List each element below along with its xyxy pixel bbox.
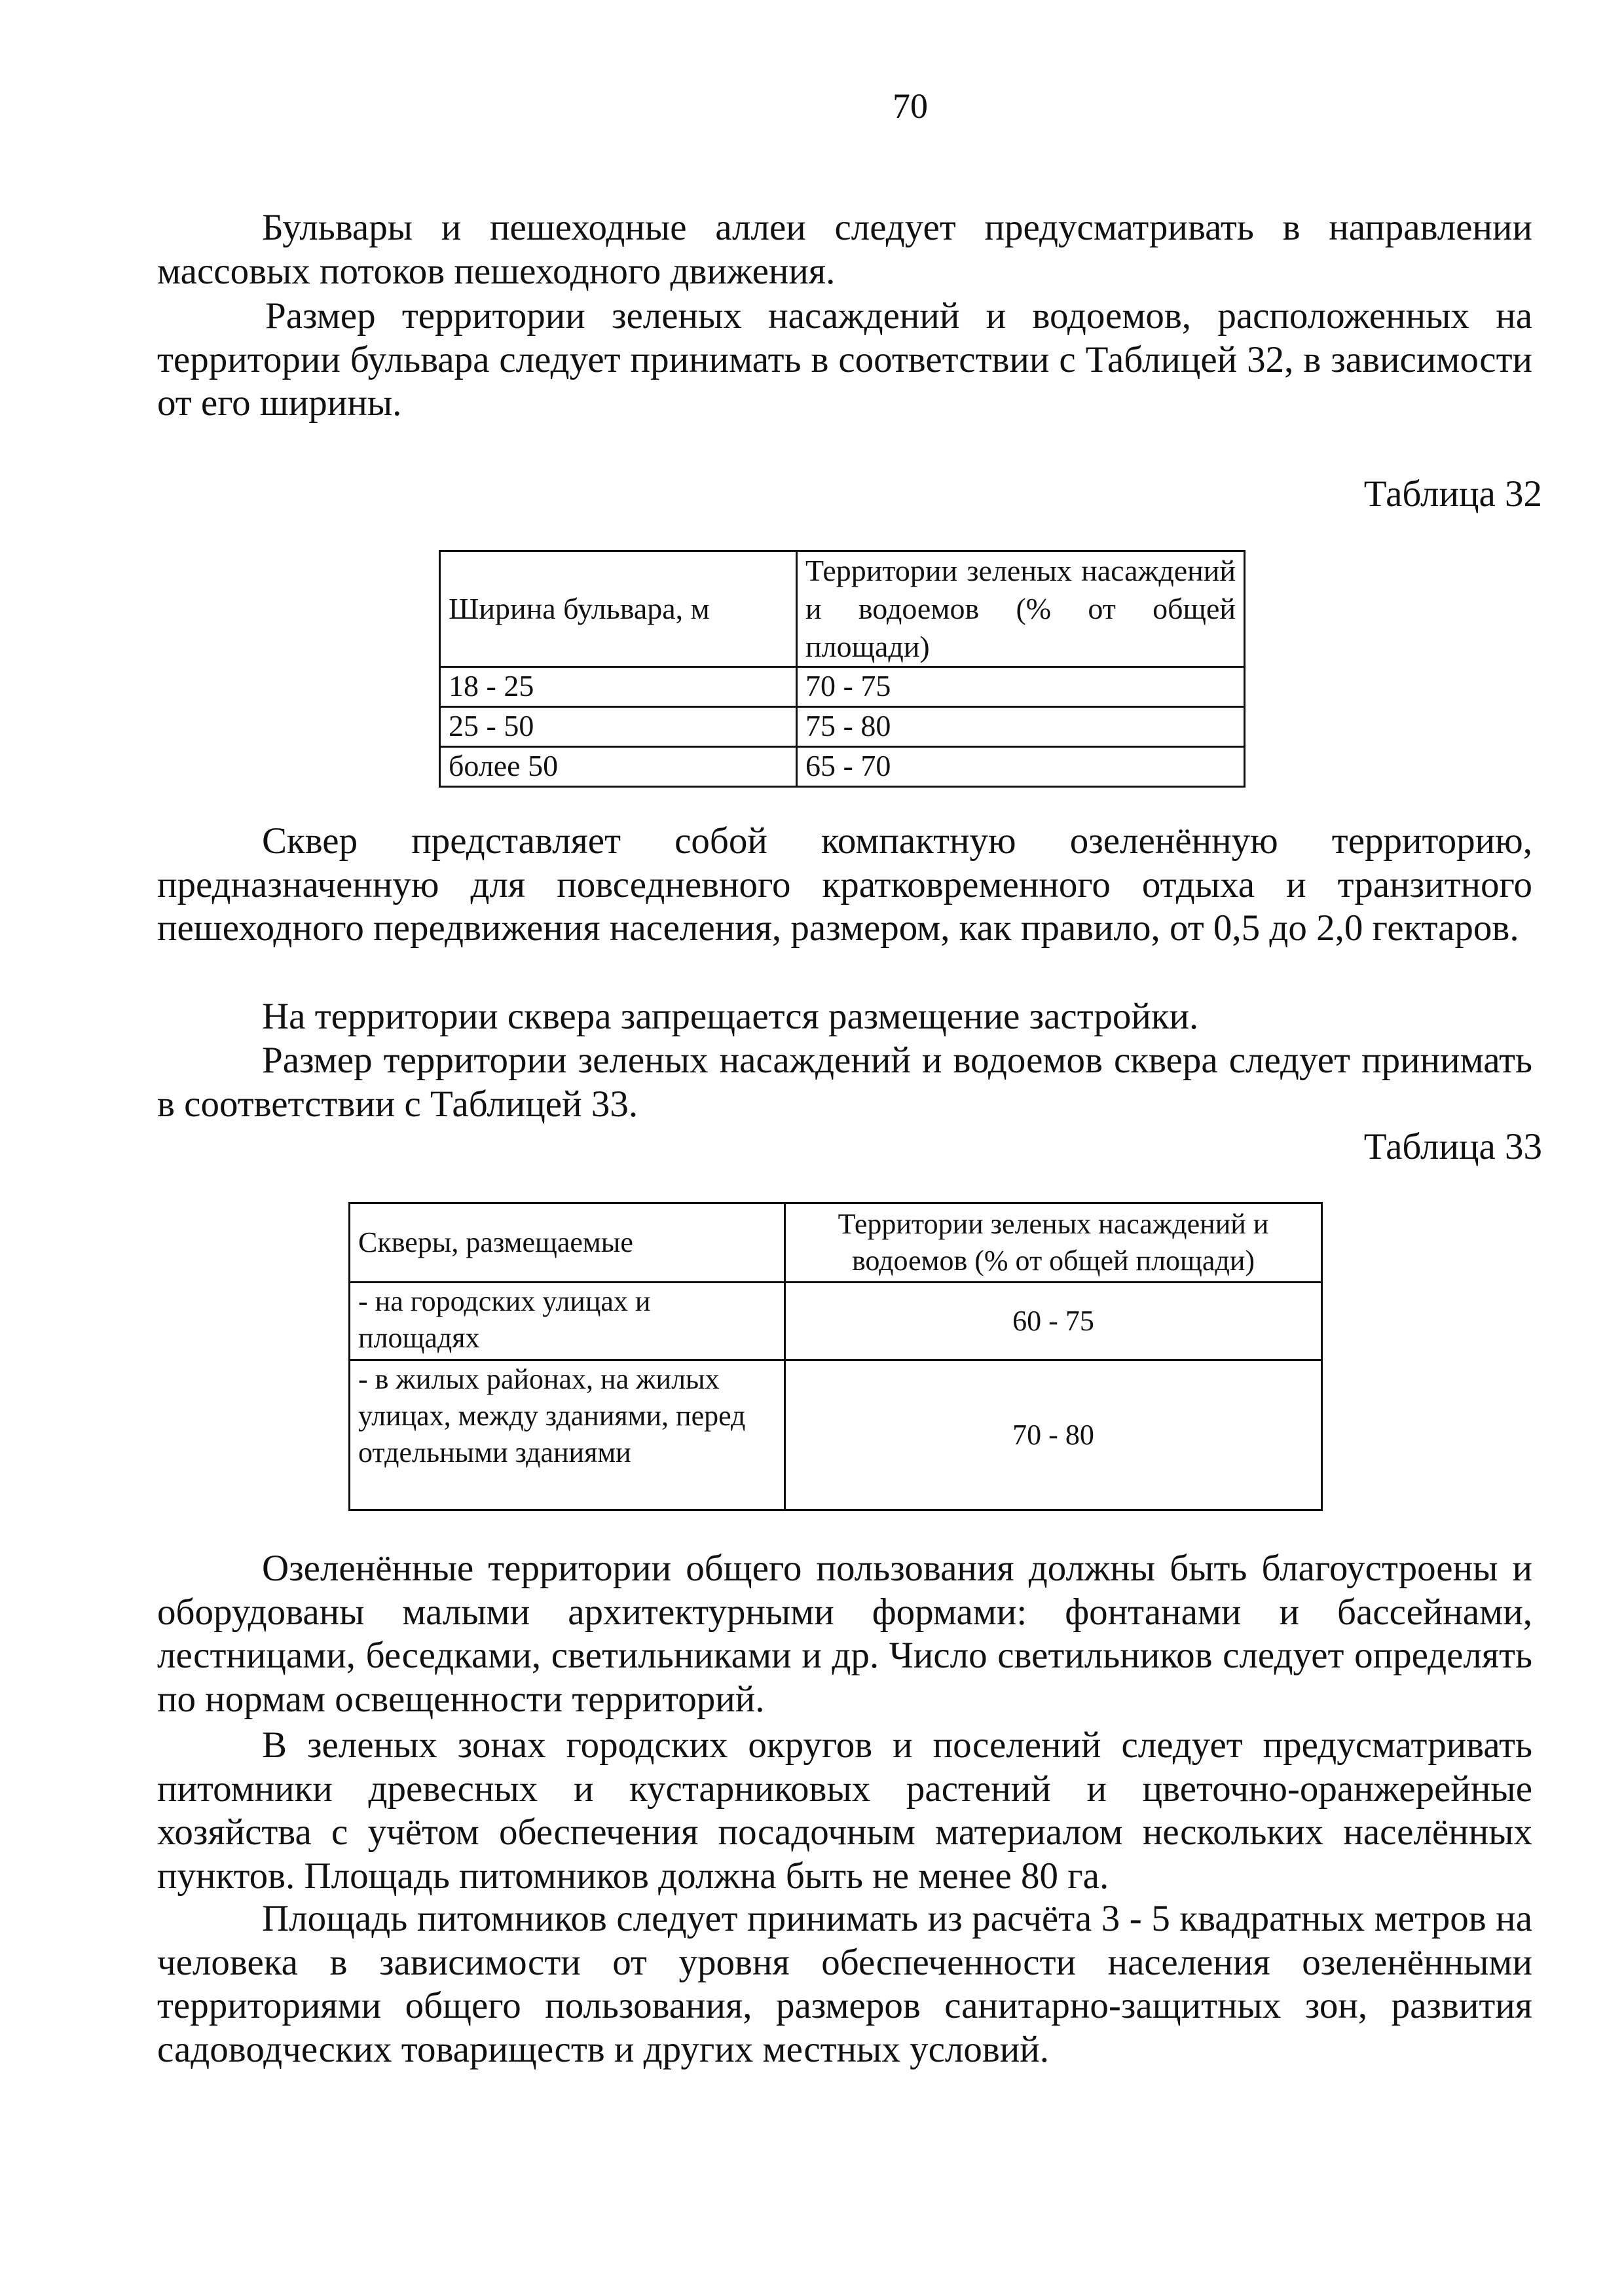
table-header-cell: Территории зеленых насаждений и водоемов (% от общей площади) (785, 1203, 1322, 1283)
table-cell: 75 - 80 (797, 707, 1245, 747)
table-row (350, 1360, 1322, 1510)
page-number: 70 (893, 86, 928, 126)
table-cell: более 50 (440, 747, 797, 787)
table-32 (439, 550, 1246, 788)
table-header-cell: Скверы, размещаемые (350, 1203, 785, 1283)
table-header-cell: Территории зеленых насаждений и водоемов (% от общей площади) (797, 551, 1245, 667)
table-header-row (350, 1203, 1322, 1283)
paragraph-public-green-equipment: Озеленённые территории общего пользования должны быть благоустроены и оборудованы малыми архитектурными формами: фонтанами и бассейнами, лестницами, беседками, светильниками и др. Число светильников следует определять по нормам освещенности территорий. (157, 1548, 1532, 1720)
paragraph-square-definition: Сквер представляет собой компактную озеленённую территорию, предназначенную для повседневного кратковременного отдыха и транзитного пешеходного передвижения населения, размером, как правило, от 0,5 до 2,0 гектаров. (157, 820, 1532, 949)
table-cell: 70 - 75 (797, 667, 1245, 707)
table-row (440, 747, 1245, 787)
paragraph-boulevard-green-size: Размер территории зеленых насаждений и водоемов, расположенных на территории бульвара следует принимать в соответствии с Таблицей 32, в зависимости от его ширины. (157, 295, 1532, 424)
paragraph-square-green-size: Размер территории зеленых насаждений и водоемов сквера следует принимать в соответствии с Таблицей 33. (157, 1040, 1532, 1125)
paragraph-nursery-area: Площадь питомников следует принимать из расчёта 3 - 5 квадратных метров на человека в зависимости от уровня обеспеченности населения озеленёнными территориями общего пользования, размеров санитарно-защитных зон, развития садоводческих товариществ и других местных условий. (157, 1898, 1532, 2070)
table-cell: 65 - 70 (797, 747, 1245, 787)
paragraph-nurseries: В зеленых зонах городских округов и поселений следует предусматривать питомники древесных и кустарниковых растений и цветочно-оранжерейные хозяйства с учётом обеспечения посадочным материалом нескольких населённых пунктов. Площадь питомников должна быть не менее 80 га. (157, 1724, 1532, 1897)
table-row (440, 707, 1245, 747)
table-cell: 25 - 50 (440, 707, 797, 747)
table-cell: 70 - 80 (785, 1360, 1322, 1510)
table-cell: 18 - 25 (440, 667, 797, 707)
table-33-caption: Таблица 33 (1363, 1126, 1542, 1167)
table-header-cell: Ширина бульвара, м (440, 551, 797, 667)
table-row (350, 1283, 1322, 1360)
paragraph-square-no-buildings: На территории сквера запрещается размещение застройки. (262, 996, 1199, 1037)
table-cell: 60 - 75 (785, 1283, 1322, 1360)
table-cell: - на городских улицах и площадях (350, 1283, 785, 1360)
paragraph-boulevards: Бульвары и пешеходные аллеи следует предусматривать в направлении массовых потоков пешеходного движения. (157, 207, 1532, 292)
table-header-row (440, 551, 1245, 667)
table-row (440, 667, 1245, 707)
table-cell: - в жилых районах, на жилых улицах, между зданиями, перед отдельными зданиями (350, 1360, 785, 1510)
table-33 (348, 1202, 1323, 1511)
table-32-caption: Таблица 32 (1363, 473, 1542, 515)
